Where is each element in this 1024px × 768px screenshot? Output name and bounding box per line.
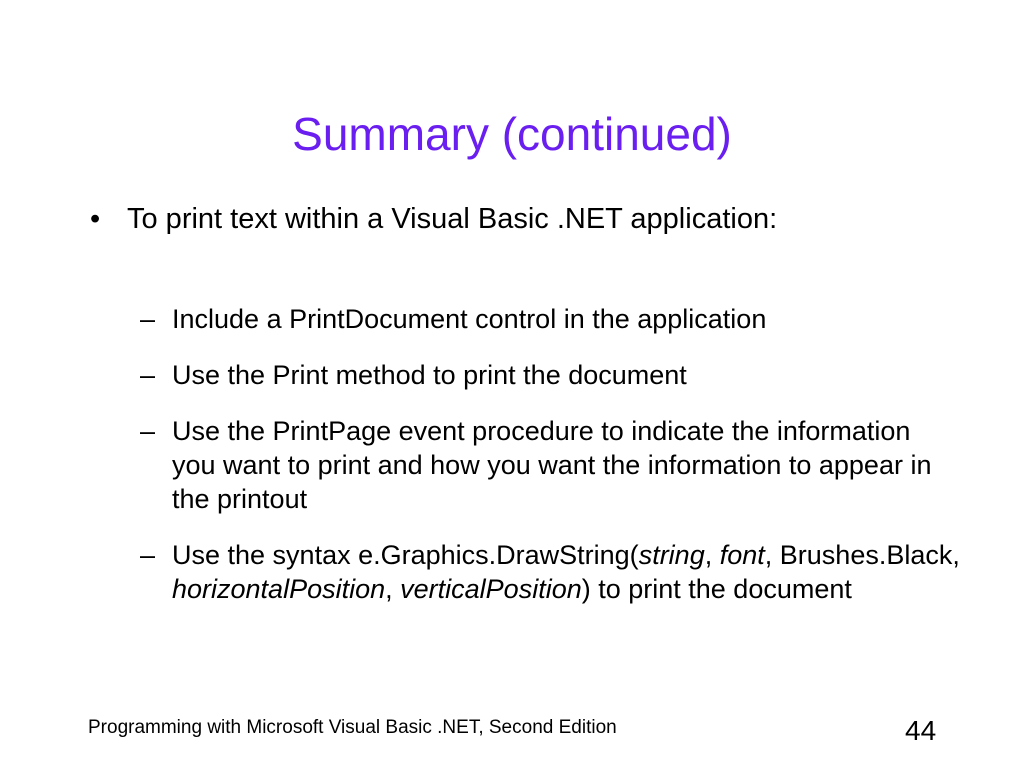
dash-marker: – (140, 304, 156, 334)
bullet-marker: • (90, 203, 101, 235)
slide-title: Summary (continued) (292, 108, 732, 160)
param-horizontal-position: horizontalPosition (172, 574, 386, 604)
sub-bullet-item (140, 302, 960, 336)
footer-text: Programming with Microsoft Visual Basic .NET, Second Edition (88, 717, 617, 738)
separator: , (704, 540, 720, 570)
syntax-text: , Brushes.Black, (764, 540, 960, 570)
sub-bullet-text (172, 540, 960, 604)
sub-bullet-item (140, 538, 960, 606)
separator: , (385, 574, 401, 604)
sub-bullet-item (140, 358, 960, 392)
main-bullet-text: To print text within a Visual Basic .NET application: (127, 203, 778, 235)
dash-marker: – (140, 360, 156, 390)
param-string: string (638, 540, 705, 570)
sub-bullet-list (140, 302, 960, 628)
main-bullet (90, 201, 950, 237)
dash-marker: – (140, 540, 156, 570)
page-number: 44 (905, 715, 937, 746)
syntax-text: Use the syntax e.Graphics.DrawString( (172, 540, 639, 570)
param-font: font (719, 540, 765, 570)
syntax-text: ) to print the document (581, 574, 852, 604)
param-vertical-position: verticalPosition (400, 574, 582, 604)
dash-marker: – (140, 416, 156, 446)
sub-bullet-text: Include a PrintDocument control in the application (172, 304, 767, 334)
sub-bullet-item (140, 414, 960, 516)
sub-bullet-text: Use the Print method to print the document (172, 360, 687, 390)
sub-bullet-text: Use the PrintPage event procedure to indicate the information you want to print and how you want the information to appear in the printout (172, 416, 932, 514)
